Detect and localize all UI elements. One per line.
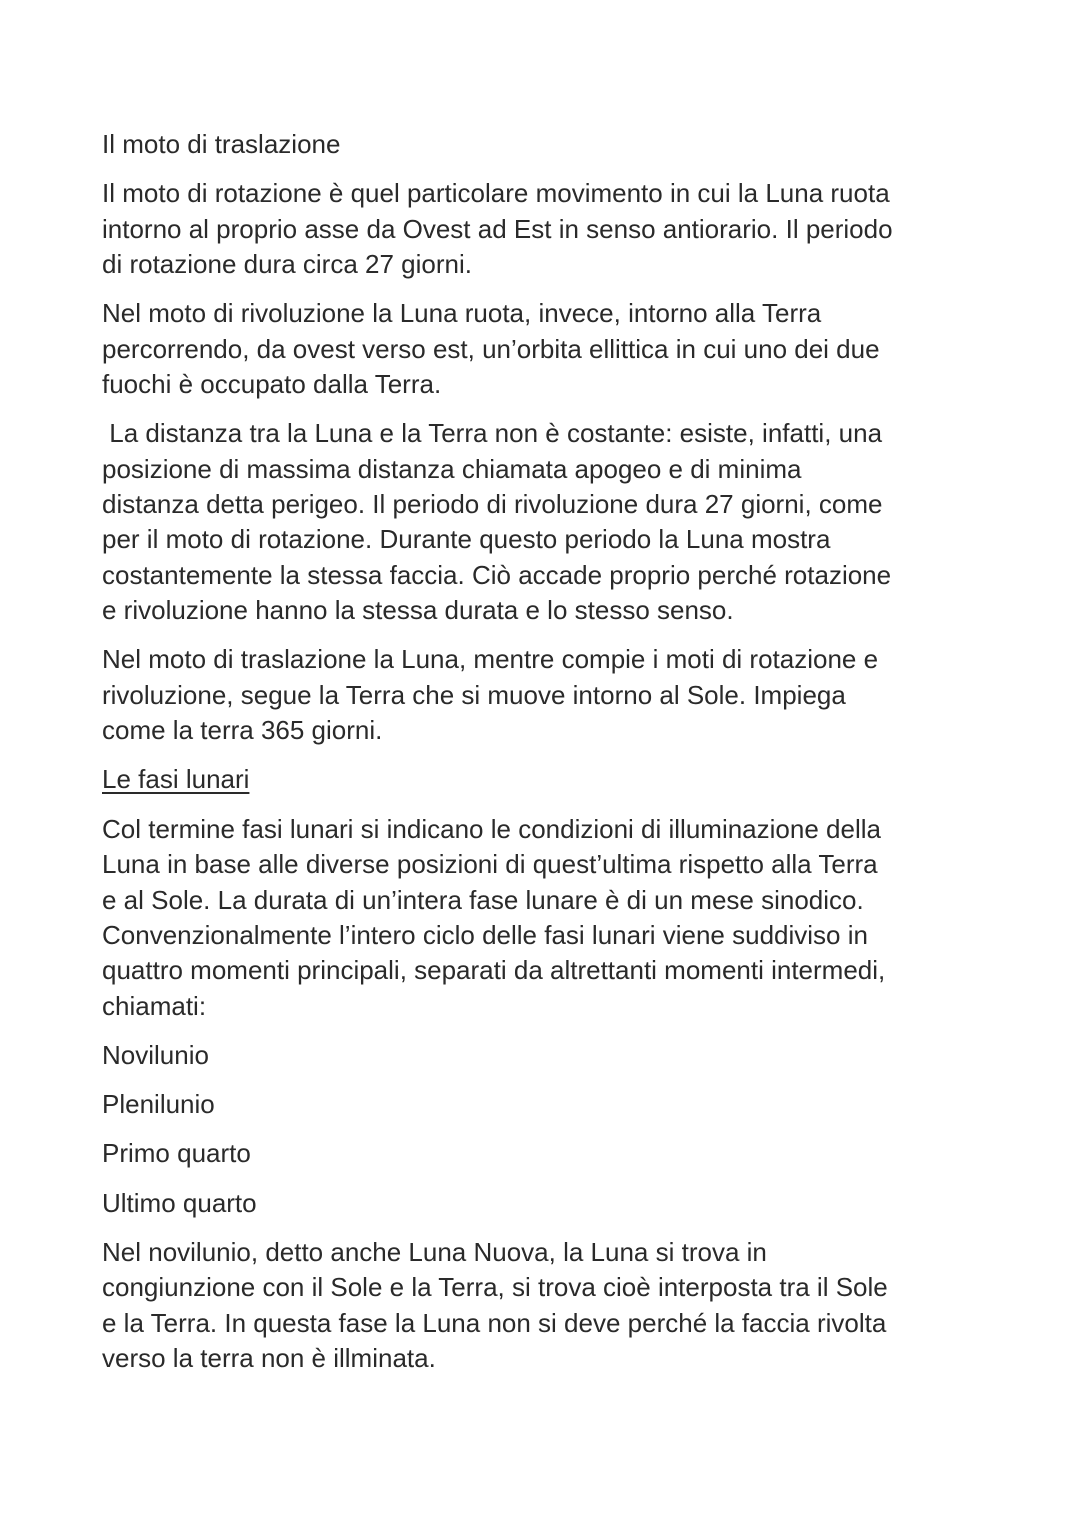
- phase-item-first-quarter: Primo quarto: [102, 1138, 251, 1169]
- heading-lunar-phases: Le fasi lunari: [102, 764, 250, 795]
- paragraph-rotation: Il moto di rotazione è quel particolare movimento in cui la Luna ruota intorno al proprio asse da Ovest ad Est in senso antiorario. Il periodo di rotazione dura circa 27 giorni.: [102, 178, 893, 280]
- paragraph-new-moon: Nel novilunio, detto anche Luna Nuova, la Luna si trova in congiunzione con il Sole e la Terra, si trova cioè interposta tra il Sole e la Terra. In questa fase la Luna non si deve perché la faccia rivolta verso la terra non è illminata.: [102, 1236, 888, 1373]
- section-title-translation: Il moto di traslazione: [102, 129, 341, 159]
- paragraph-revolution: Nel moto di rivoluzione la Luna ruota, invece, intorno alla Terra percorrendo, da ovest verso est, un’orbita ellittica in cui uno dei due fuochi è occupato dalla Terra.: [102, 298, 880, 400]
- phase-item-last-quarter: Ultimo quarto: [102, 1187, 257, 1218]
- paragraph-lunar-phases: Col termine fasi lunari si indicano le condizioni di illuminazione della Luna in base alle diverse posizioni di quest’ultima rispetto alla Terra e al Sole. La durata di un’intera fase lunare è di un mese sinodico. Convenzionalmente l’intero ciclo delle fasi lunari viene suddiviso in quattro momenti principali, separati da altrettanti momenti intermedi, chiamati:: [102, 813, 886, 1021]
- document-page: [102, 127, 982, 1390]
- paragraph-distance: La distanza tra la Luna e la Terra non è costante: esiste, infatti, una posizione di massima distanza chiamata apogeo e di minima distanza detta perigeo. Il periodo di rivoluzione dura 27 giorni, come per il moto di rotazione. Durante questo periodo la Luna mostra costantemente la stessa faccia. Ciò accade proprio perché rotazione e rivoluzione hanno la stessa durata e lo stesso senso.: [102, 418, 892, 626]
- paragraph-translation: Nel moto di traslazione la Luna, mentre compie i moti di rotazione e rivoluzione, segue la Terra che si muove intorno al Sole. Impiega come la terra 365 giorni.: [102, 644, 879, 746]
- phase-item-full-moon: Plenilunio: [102, 1089, 215, 1120]
- phase-item-new-moon: Novilunio: [102, 1039, 209, 1070]
